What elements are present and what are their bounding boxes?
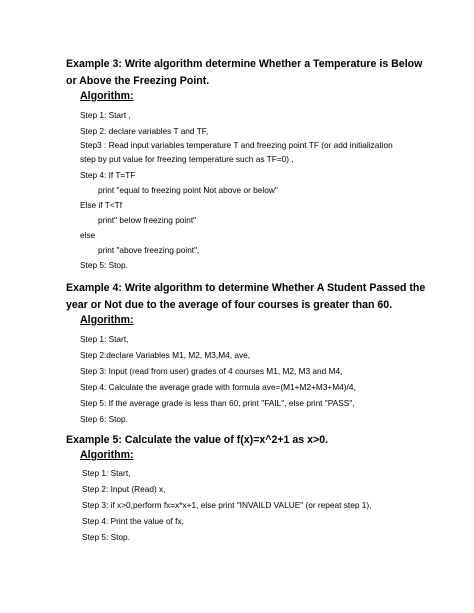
example-4-step: Step 1: Start, xyxy=(80,334,129,344)
example-5-step: Step 1: Start, xyxy=(82,468,131,478)
example-5-heading: Example 5: Calculate the value of f(x)=x^2+1 as x>0. xyxy=(66,434,329,446)
example-4-step: Step 4: Calculate the average grade with formula ave=(M1+M2+M3+M4)/4, xyxy=(80,382,356,392)
example-4-heading: Example 4: Write algorithm to determine Whether A Student Passed the year or Not due to the average of four courses is greater than 60. xyxy=(66,282,426,311)
example-5-step: Step 2: Input (Read) x, xyxy=(82,484,166,494)
example-3-step: Step 2: declare variables T and TF, xyxy=(80,126,209,136)
example-3-step: Step 1: Start , xyxy=(80,110,131,120)
example-4-step: Step 2:declare Variables M1, M2, M3,M4, ave, xyxy=(80,350,251,360)
example-3-step: print "above freezing point", xyxy=(98,245,200,255)
example-3-step: Else if T<Tf xyxy=(80,200,123,210)
example-5-step: Step 4: Print the value of fx, xyxy=(82,516,184,526)
example-4-step: Step 3: Input (read from user) grades of 4 courses M1, M2, M3 and M4, xyxy=(80,366,343,376)
example-5-step: Step 3: if x>0,perform fx=x*x+1, else print "INVAILD VALUE" (or repeat step 1), xyxy=(82,500,372,510)
example-3-step: Step3 : Read input variables temperature T and freezing point TF (or add initialization step by put value for freezing temperature such as TF=0) , xyxy=(80,140,393,164)
example-5-step: Step 5: Stop. xyxy=(82,532,130,542)
example-3-algorithm-title: Algorithm: xyxy=(80,90,134,102)
example-5-algorithm-title: Algorithm: xyxy=(80,449,134,461)
example-4-step: Step 5: If the average grade is less than 60, print "FAIL", else print "PASS", xyxy=(80,398,355,408)
example-4-step: Step 6: Stop. xyxy=(80,414,128,424)
example-3-step: Step 5: Stop. xyxy=(80,260,128,270)
example-3-step: else xyxy=(80,230,96,240)
example-4-algorithm-title: Algorithm: xyxy=(80,314,134,326)
example-3-step: print "equal to freezing point Not above or below" xyxy=(98,185,278,195)
example-3-step: print" below freezing point" xyxy=(98,215,197,225)
example-3-step: Step 4: If T=TF xyxy=(80,170,136,180)
example-3-heading: Example 3: Write algorithm determine Whether a Temperature is Below or Above the Freezing Point. xyxy=(66,58,423,87)
